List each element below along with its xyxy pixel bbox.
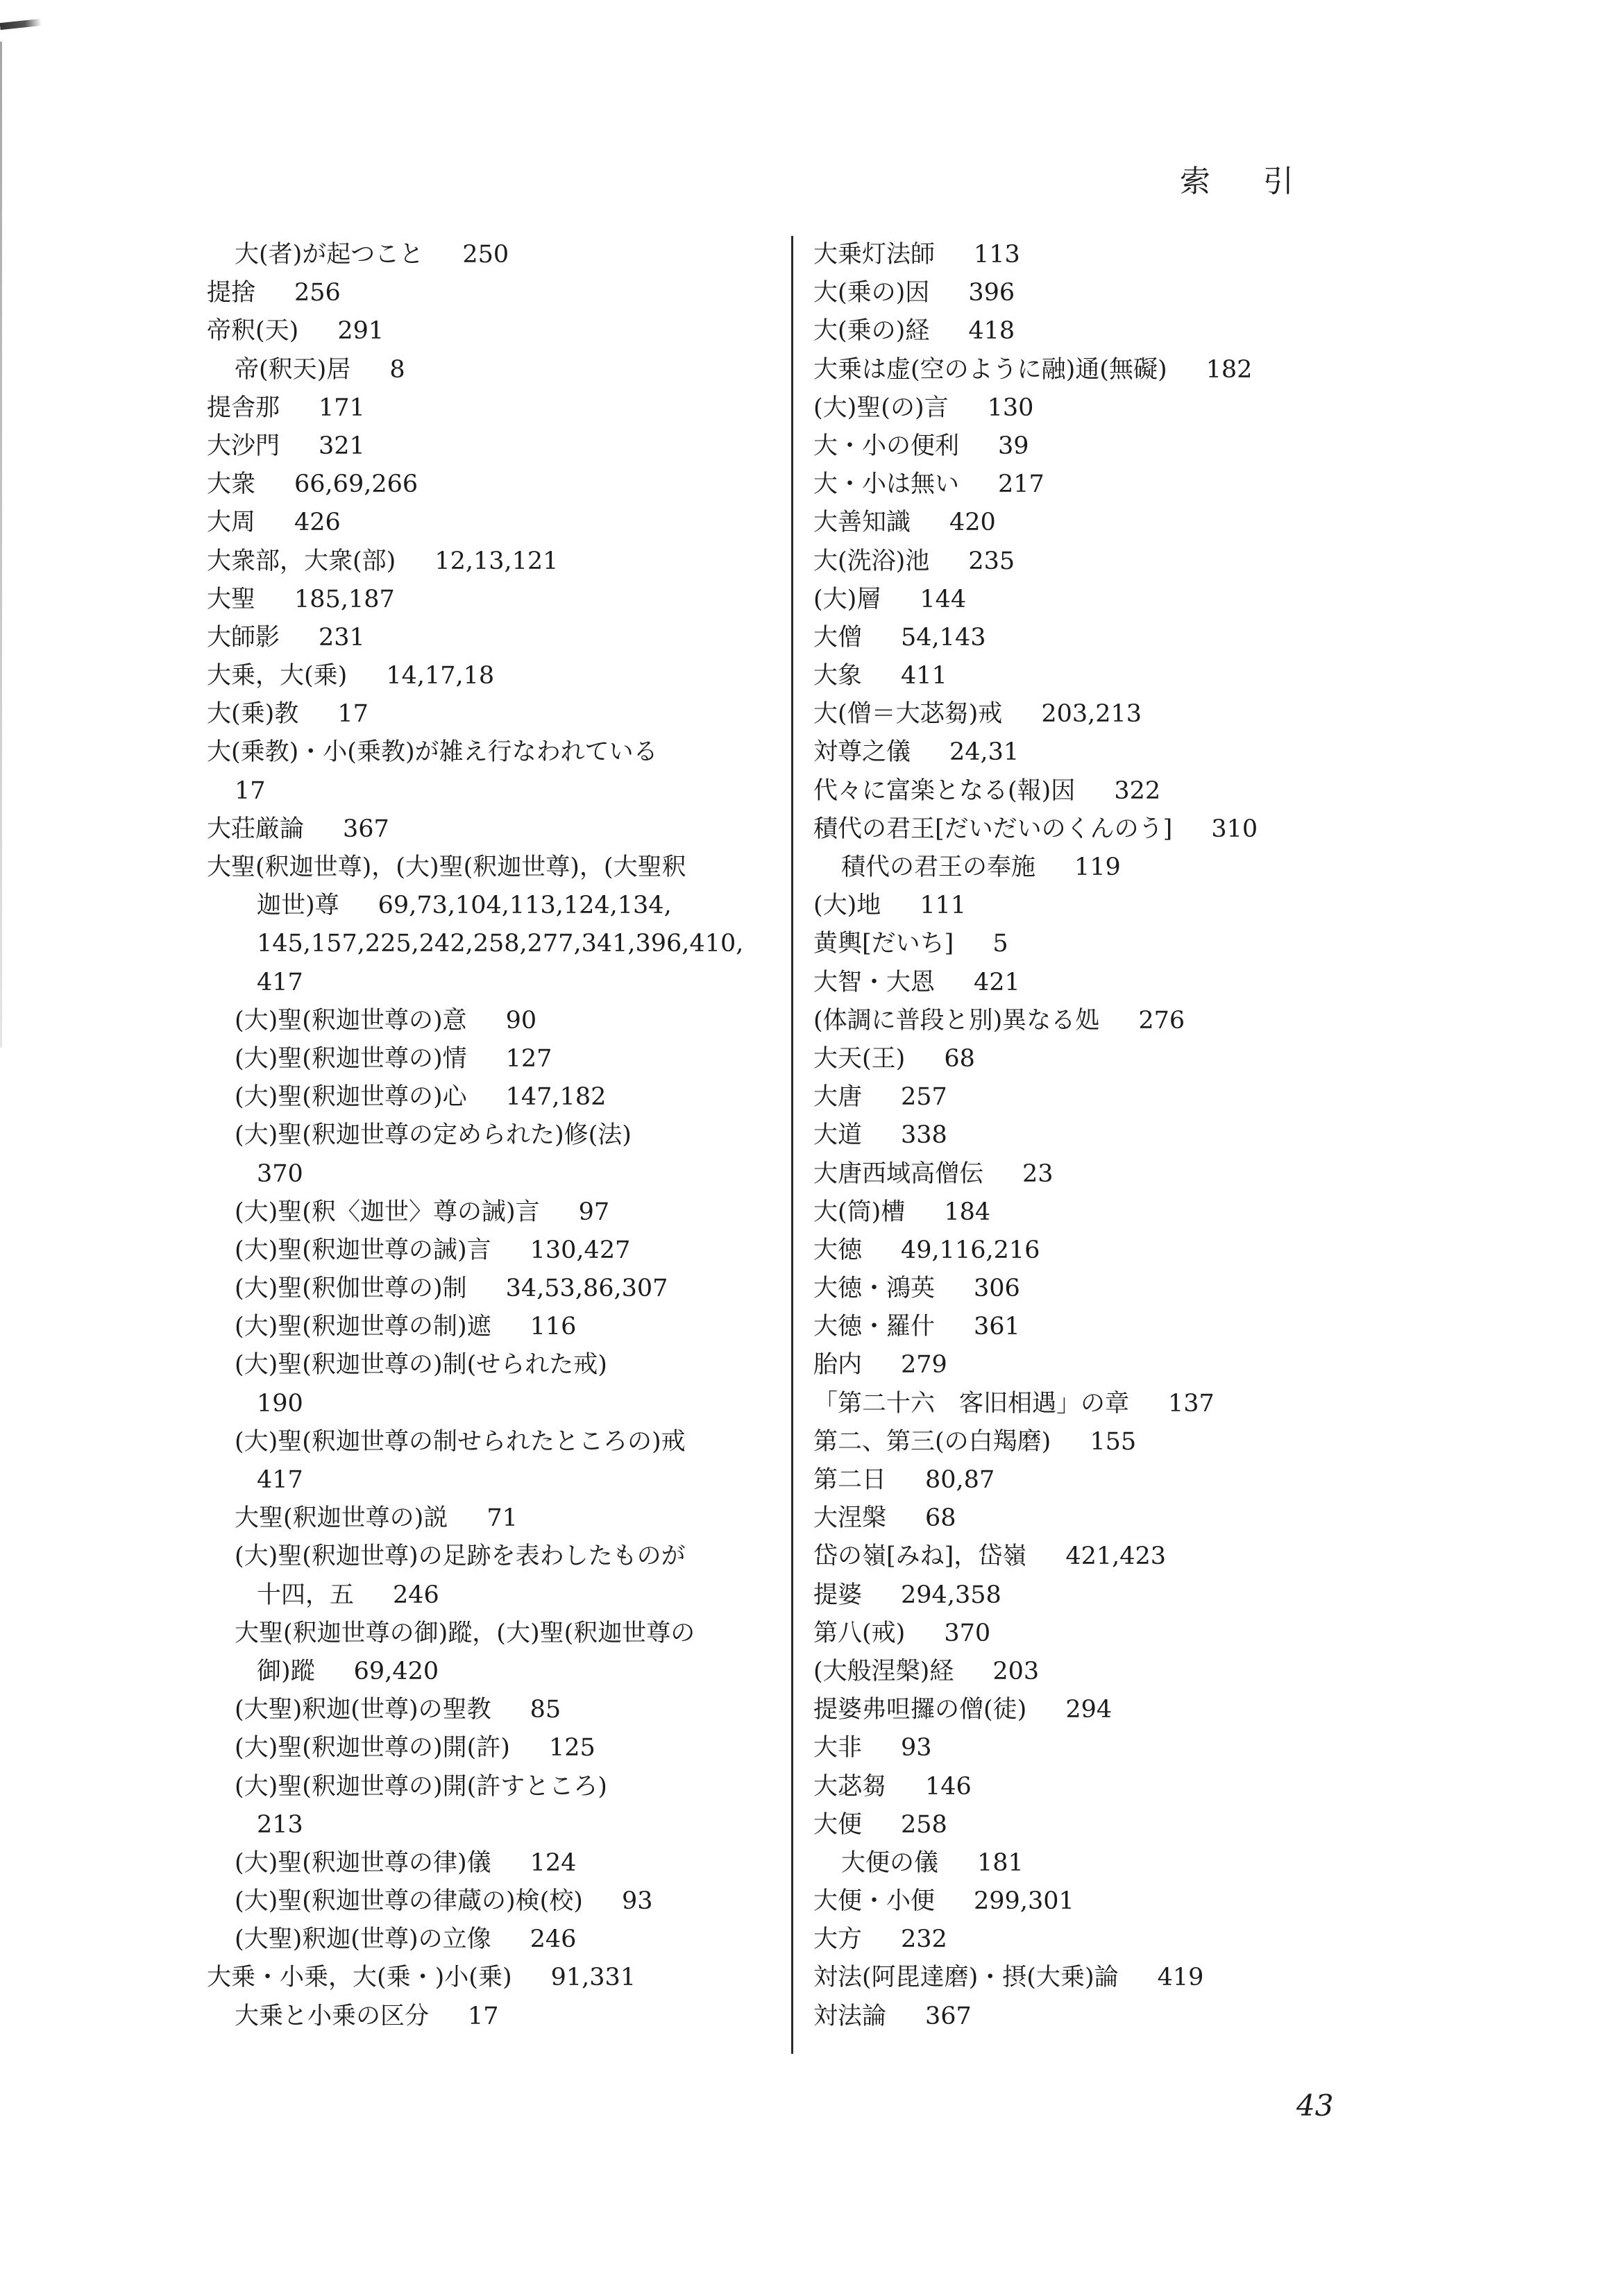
index-entry (207, 1423, 776, 1461)
index-page-refs: 146 (925, 1772, 972, 1801)
index-term: 大(僧＝大苾芻)戒 (813, 700, 1003, 729)
index-term: (大)聖(釈迦世尊の)心 (235, 1083, 467, 1112)
index-term: (大聖)釈迦(世尊)の立像 (235, 1925, 491, 1954)
index-page-refs: 54,143 (901, 623, 986, 652)
index-entry (207, 1308, 776, 1346)
index-entry (813, 1615, 1369, 1653)
index-entry (813, 1078, 1369, 1116)
index-term: 大(筒)槽 (813, 1198, 906, 1226)
index-term: 帝(釈天)居 (235, 355, 351, 384)
index-term: 417 (257, 968, 303, 996)
index-entry (813, 1040, 1369, 1078)
index-term: 大(乗の)経 (813, 317, 930, 346)
index-entry (207, 1768, 776, 1806)
index-term: (大)聖(釈迦世尊の制せられたところの)戒 (235, 1427, 686, 1456)
index-page-refs: 299,301 (974, 1887, 1074, 1916)
index-page-refs: 185,187 (294, 585, 395, 613)
index-term: 大方 (813, 1925, 863, 1954)
scan-corner-mark (0, 19, 42, 30)
index-entry (813, 1423, 1369, 1461)
index-term: 大唐西域高僧伝 (813, 1159, 984, 1188)
index-term: 代々に富楽となる(報)因 (813, 776, 1076, 805)
index-entry (207, 1270, 776, 1308)
running-header (1180, 156, 1294, 201)
index-entry (813, 1270, 1369, 1308)
index-term: 迦世)尊 (257, 892, 339, 920)
index-term: 大周 (207, 509, 256, 537)
index-term: 提婆 (813, 1581, 863, 1609)
index-page-refs: 12,13,121 (434, 547, 559, 575)
index-entry (207, 427, 776, 466)
index-page-refs: 217 (998, 470, 1044, 499)
index-term: 大智・大恩 (813, 968, 936, 996)
index-entry (207, 1385, 776, 1423)
index-term: 積代の君王の奉施 (841, 853, 1036, 881)
index-page-refs: 147,182 (505, 1083, 607, 1112)
index-entry (813, 1844, 1369, 1882)
index-page-refs: 322 (1114, 776, 1161, 805)
index-term: 大乗は虚(空のように融)通(無礙) (813, 355, 1167, 384)
index-page-refs: 130 (987, 393, 1034, 422)
index-term: 岱の嶺[みね]，岱嶺 (813, 1542, 1027, 1571)
index-page-refs: 181 (977, 1848, 1024, 1877)
index-term: (大)聖(釈伽世尊の)制 (235, 1275, 467, 1303)
index-page-refs: 66,69,266 (294, 470, 418, 499)
index-entry (813, 1385, 1369, 1423)
index-term: 大聖 (207, 585, 256, 613)
index-entry (207, 466, 776, 504)
index-entry (813, 887, 1369, 925)
index-entry (207, 581, 776, 619)
index-entry (813, 1232, 1369, 1270)
index-page-refs: 203 (992, 1657, 1040, 1685)
index-page-refs: 90 (505, 1006, 537, 1035)
index-term: 大便の儀 (841, 1848, 939, 1877)
index-term: 大聖(釈迦世尊の)説 (235, 1504, 448, 1533)
index-entry (813, 1768, 1369, 1806)
header-char-1: 索 (1180, 164, 1210, 199)
index-entry (207, 1959, 776, 1997)
index-entry (813, 543, 1369, 581)
index-column-left (207, 236, 776, 2036)
index-page-refs: 68 (944, 1044, 975, 1073)
index-page-refs: 119 (1074, 853, 1121, 881)
index-entry (813, 810, 1369, 849)
index-page-refs: 111 (920, 892, 967, 920)
index-term: 大(乗教)・小(乗教)が雑え行なわれている (207, 738, 658, 767)
index-entry (813, 1116, 1369, 1155)
index-term: (体調に普段と別)異なる処 (813, 1006, 1100, 1035)
index-term: 第二、第三(の白羯磨) (813, 1427, 1051, 1456)
index-page-refs: 34,53,86,307 (505, 1275, 668, 1303)
index-term: 417 (257, 1466, 303, 1494)
index-entry (207, 1576, 776, 1615)
index-entry (813, 849, 1369, 887)
index-term: 黄輿[だいち] (813, 930, 954, 958)
index-page-refs: 39 (998, 432, 1029, 460)
index-entry (207, 1998, 776, 2036)
index-term: 提舎那 (207, 393, 280, 422)
index-page-refs: 14,17,18 (386, 662, 495, 690)
index-entry (207, 1155, 776, 1193)
index-page-refs: 231 (319, 623, 365, 652)
index-entry (813, 504, 1369, 542)
index-term: 提捨 (207, 279, 256, 307)
index-term: 「第二十六 客旧相遇」の章 (813, 1389, 1130, 1418)
index-entry (207, 1346, 776, 1384)
index-entry (207, 619, 776, 657)
index-page-refs: 426 (294, 509, 341, 537)
scan-edge-mark (0, 42, 2, 1048)
index-entry (207, 1844, 776, 1882)
index-entry (207, 1461, 776, 1499)
index-page-refs: 113 (974, 241, 1020, 269)
index-term: 大乗と小乗の区分 (235, 2002, 430, 2030)
index-entry (813, 312, 1369, 350)
index-entry (207, 1232, 776, 1270)
index-term: 大乗灯法師 (813, 241, 936, 269)
index-entry (813, 657, 1369, 695)
index-page-refs: 5 (992, 930, 1008, 958)
index-entry (813, 1499, 1369, 1538)
index-term: 大衆部，大衆(部) (207, 547, 396, 575)
index-page-refs: 294,358 (901, 1581, 1001, 1609)
index-entry (813, 1308, 1369, 1346)
index-entry (813, 733, 1369, 772)
index-page-refs: 85 (530, 1696, 561, 1724)
index-entry (207, 925, 776, 963)
index-term: 大乗，大(乗) (207, 662, 348, 690)
index-term: 370 (257, 1159, 303, 1188)
index-page-refs: 396 (968, 279, 1015, 307)
index-entry (207, 1806, 776, 1844)
index-term: 大聖(釈迦世尊)，(大)聖(釈迦世尊)，(大聖釈 (207, 853, 686, 881)
index-page-refs: 279 (901, 1351, 947, 1379)
index-entry (207, 1116, 776, 1155)
index-page-refs: 68 (925, 1504, 956, 1533)
index-page-refs: 367 (343, 815, 389, 843)
index-entry (813, 1806, 1369, 1844)
index-entry (813, 1002, 1369, 1040)
index-term: 大・小は無い (813, 470, 960, 499)
index-term: 大便 (813, 1810, 863, 1839)
page-number: 43 (1296, 2089, 1334, 2123)
index-term: 大(乗の)因 (813, 279, 930, 307)
index-entry (813, 1576, 1369, 1615)
index-entry (207, 1882, 776, 1921)
index-page-refs: 8 (389, 355, 405, 384)
index-entry (813, 1461, 1369, 1499)
index-page-refs: 69,420 (353, 1657, 439, 1685)
index-page-refs: 250 (462, 241, 509, 269)
index-entry (813, 1691, 1369, 1729)
index-term: (大)聖(釈迦世尊の)意 (235, 1006, 467, 1035)
index-entry (813, 1346, 1369, 1384)
index-term: (大)聖(釈迦世尊の)開(許すところ) (235, 1772, 607, 1801)
index-page-refs: 71 (487, 1504, 518, 1533)
index-page-refs: 419 (1157, 1964, 1204, 1992)
index-page-refs: 144 (920, 585, 967, 613)
index-page-refs: 184 (944, 1198, 991, 1226)
index-page-refs: 420 (949, 509, 996, 537)
index-entry (207, 236, 776, 274)
index-term: 胎内 (813, 1351, 863, 1379)
index-term: 大乗・小乗，大(乗・)小(乗) (207, 1964, 512, 1992)
index-term: 大象 (813, 662, 863, 690)
index-entry (207, 1538, 776, 1576)
index-entry (813, 964, 1369, 1002)
index-entry (207, 695, 776, 733)
index-entry (813, 466, 1369, 504)
index-term: 大非 (813, 1734, 863, 1762)
index-term: 大・小の便利 (813, 432, 960, 460)
index-entry (207, 1040, 776, 1078)
index-entry (207, 1078, 776, 1116)
index-page-refs: 130,427 (530, 1236, 631, 1264)
index-entry (207, 964, 776, 1002)
index-term: 御)蹤 (257, 1657, 315, 1685)
index-term: 大(洗浴)池 (813, 547, 930, 575)
index-entry (813, 1998, 1369, 2036)
index-entry (813, 351, 1369, 389)
index-page-refs: 418 (968, 317, 1015, 346)
header-char-2: 引 (1263, 164, 1294, 199)
index-page-refs: 411 (901, 662, 947, 690)
index-page-refs: 125 (548, 1734, 595, 1762)
index-term: 大善知識 (813, 509, 911, 537)
index-term: (大)聖(釈迦世尊の誡)言 (235, 1236, 491, 1264)
index-page-refs: 171 (319, 393, 365, 422)
index-column-right (813, 236, 1369, 2036)
index-entry (207, 1729, 776, 1767)
index-page-refs: 24,31 (949, 738, 1020, 767)
index-term: 対尊之儀 (813, 738, 911, 767)
index-term: 大沙門 (207, 432, 280, 460)
index-entry (207, 351, 776, 389)
index-page-refs: 246 (393, 1581, 439, 1609)
index-term: 大衆 (207, 470, 256, 499)
index-entry (813, 581, 1369, 619)
index-term: (大)聖(釈迦世尊の律)儀 (235, 1848, 491, 1877)
index-entry (207, 1193, 776, 1232)
index-page-refs: 23 (1022, 1159, 1054, 1188)
index-entry (813, 1729, 1369, 1767)
index-entry (207, 312, 776, 350)
index-term: (大)聖(釈迦世尊の制)遮 (235, 1313, 491, 1341)
index-page-refs: 203,213 (1041, 700, 1142, 729)
index-term: (大聖)釈迦(世尊)の聖教 (235, 1696, 491, 1724)
index-entry (813, 1155, 1369, 1193)
index-page-refs: 91,331 (550, 1964, 636, 1992)
index-term: 大徳・羅什 (813, 1313, 936, 1341)
index-term: 大(乗)教 (207, 700, 299, 729)
index-term: 大天(王) (813, 1044, 906, 1073)
index-page-refs: 421,423 (1065, 1542, 1167, 1571)
index-page-refs: 93 (621, 1887, 653, 1916)
index-term: 大便・小便 (813, 1887, 936, 1916)
index-page-refs: 93 (901, 1734, 932, 1762)
index-entry (813, 1959, 1369, 1997)
index-term: 大聖(釈迦世尊の御)蹤，(大)聖(釈迦世尊の (235, 1619, 695, 1647)
index-page-refs: 276 (1138, 1006, 1185, 1035)
index-term: 帝釈(天) (207, 317, 299, 346)
index-term: 大徳 (813, 1236, 863, 1264)
index-entry (813, 1538, 1369, 1576)
index-term: (大)聖(の)言 (813, 393, 949, 422)
index-term: 大道 (813, 1121, 863, 1150)
index-entry (813, 236, 1369, 274)
index-term: 大(者)が起つこと (235, 241, 424, 269)
index-entry (207, 849, 776, 887)
index-page-refs: 246 (530, 1925, 577, 1954)
index-term: 大唐 (813, 1083, 863, 1112)
index-entry (207, 1691, 776, 1729)
index-term: 大僧 (813, 623, 863, 652)
index-term: 対法論 (813, 2002, 887, 2030)
index-page-refs: 294 (1065, 1696, 1113, 1724)
index-entry (207, 887, 776, 925)
index-entry (207, 1921, 776, 1959)
index-entry (207, 1615, 776, 1653)
index-term: (大)層 (813, 585, 881, 613)
index-term: 大徳・鴻英 (813, 1275, 936, 1303)
index-entry (813, 1921, 1369, 1959)
index-page-refs: 321 (319, 432, 365, 460)
index-entry (207, 1653, 776, 1691)
index-page-refs: 124 (530, 1848, 577, 1877)
index-entry (207, 504, 776, 542)
index-term: 190 (257, 1389, 303, 1418)
index-entry (207, 733, 776, 772)
index-term: (大)聖(釈迦世尊の)開(許) (235, 1734, 510, 1762)
index-term: 213 (257, 1810, 303, 1839)
index-term: 提婆弗呾攞の僧(徒) (813, 1696, 1027, 1724)
index-term: (大)地 (813, 892, 881, 920)
index-term: 第八(戒) (813, 1619, 906, 1647)
index-entry (813, 1653, 1369, 1691)
index-page-refs: 257 (901, 1083, 947, 1112)
index-term: 17 (235, 776, 266, 805)
index-term: (大)聖(釈〈迦世〉尊の誡)言 (235, 1198, 540, 1226)
index-page-refs: 97 (578, 1198, 610, 1226)
index-page-refs: 421 (974, 968, 1020, 996)
index-term: (大)聖(釈迦世尊)の足跡を表わしたものが (235, 1542, 686, 1571)
index-page-refs: 49,116,216 (901, 1236, 1040, 1264)
index-term: 第二日 (813, 1466, 887, 1494)
index-term: 大涅槃 (813, 1504, 887, 1533)
column-divider (791, 236, 793, 2054)
index-entry (207, 543, 776, 581)
index-entry (813, 389, 1369, 427)
index-entry (813, 1882, 1369, 1921)
index-entry (813, 1193, 1369, 1232)
index-page-refs: 80,87 (925, 1466, 995, 1494)
index-page-refs: 235 (968, 547, 1015, 575)
index-term: (大)聖(釈迦世尊の律蔵の)検(校) (235, 1887, 583, 1916)
index-entry (813, 274, 1369, 312)
index-entry (207, 657, 776, 695)
index-page-refs: 367 (925, 2002, 972, 2030)
index-page-refs: 370 (944, 1619, 991, 1647)
index-page-refs: 361 (974, 1313, 1020, 1341)
index-entry (207, 389, 776, 427)
index-page-refs: 17 (468, 2002, 499, 2030)
index-page-refs: 258 (901, 1810, 947, 1839)
index-page-refs: 127 (505, 1044, 552, 1073)
index-term: 対法(阿毘達磨)・摂(大乗)論 (813, 1964, 1119, 1992)
index-term: 十四，五 (257, 1581, 355, 1609)
index-entry (207, 274, 776, 312)
index-term: (大)聖(釈迦世尊の)情 (235, 1044, 467, 1073)
index-term: 145,157,225,242,258,277,341,396,410, (257, 930, 744, 958)
index-page-refs: 69,73,104,113,124,134, (378, 892, 672, 920)
index-page-refs: 310 (1211, 815, 1258, 843)
index-page-refs: 338 (901, 1121, 947, 1150)
index-page-refs: 232 (901, 1925, 947, 1954)
index-page-refs: 17 (337, 700, 369, 729)
index-page-refs: 256 (294, 279, 341, 307)
index-page-refs: 291 (337, 317, 384, 346)
index-entry (813, 427, 1369, 466)
index-entry (207, 772, 776, 810)
index-page-refs: 155 (1090, 1427, 1137, 1456)
index-page-refs: 137 (1168, 1389, 1215, 1418)
index-entry (207, 1499, 776, 1538)
index-entry (813, 619, 1369, 657)
index-term: 積代の君王[だいだいのくんのう] (813, 815, 1173, 843)
index-entry (813, 772, 1369, 810)
index-term: (大)聖(釈迦世尊の定められた)修(法) (235, 1121, 632, 1150)
index-term: (大)聖(釈迦世尊の)制(せられた戒) (235, 1351, 607, 1379)
index-page-refs: 116 (530, 1313, 577, 1341)
index-page-refs: 182 (1206, 355, 1253, 384)
index-entry (207, 810, 776, 849)
index-entry (813, 925, 1369, 963)
index-term: 大苾芻 (813, 1772, 887, 1801)
index-entry (207, 1002, 776, 1040)
index-term: 大師影 (207, 623, 280, 652)
index-term: (大般涅槃)経 (813, 1657, 954, 1685)
index-entry (813, 695, 1369, 733)
index-page-refs: 306 (974, 1275, 1020, 1303)
index-term: 大荘厳論 (207, 815, 305, 843)
